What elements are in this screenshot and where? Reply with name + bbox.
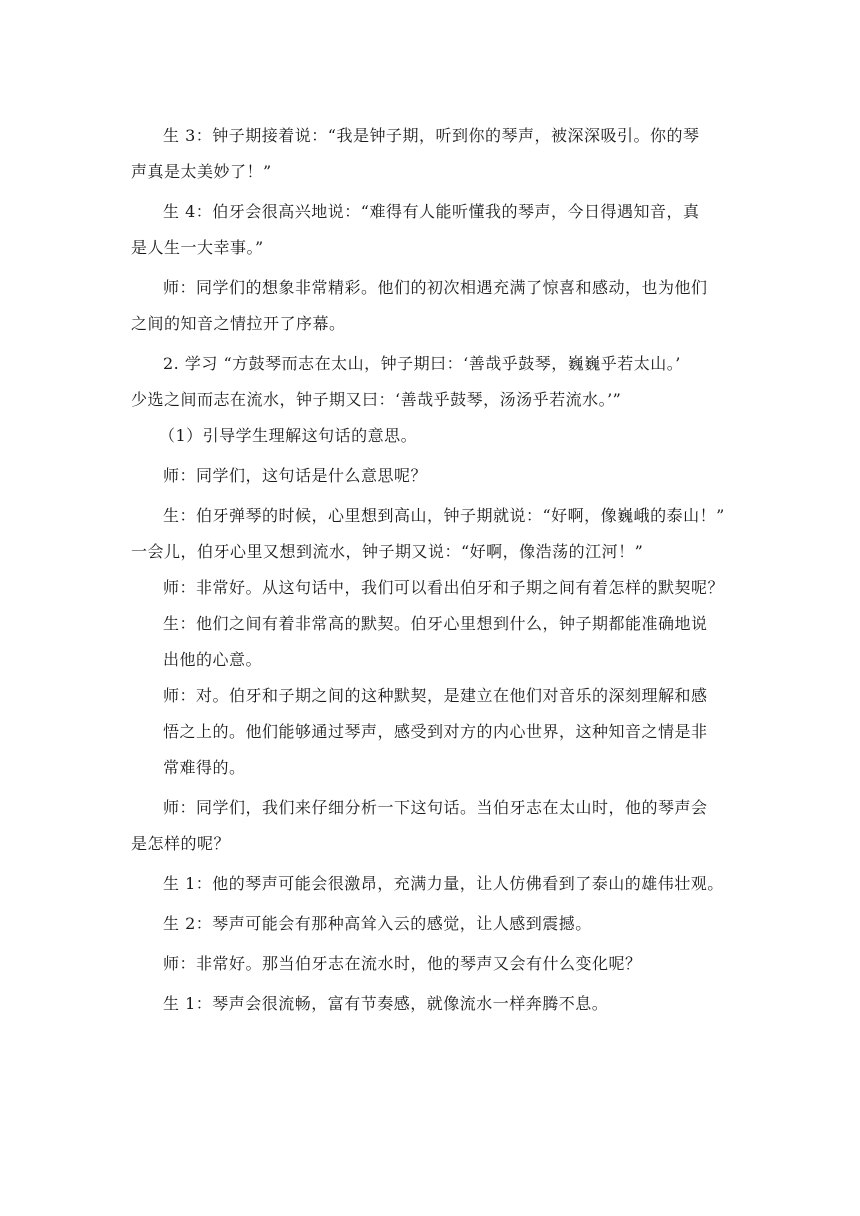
paragraph-section-2 — [131, 346, 731, 418]
paragraph-subsection-1 — [131, 418, 731, 454]
text-line: 之间的知音之情拉开了序幕。 — [131, 314, 346, 333]
paragraph-student3 — [131, 118, 731, 190]
text-line: 常难得的。 — [163, 758, 246, 777]
paragraph-student4 — [131, 194, 731, 266]
text-line: 出他的心意。 — [163, 650, 263, 669]
text-line: 是人生一大幸事。” — [131, 238, 264, 257]
text-line: 师：非常好。从这句话中，我们可以看出伯牙和子期之间有着怎样的默契呢？ — [163, 578, 725, 597]
text-line: 生 1：他的琴声可能会很激昂，充满力量，让人仿佛看到了泰山的雄伟壮观。 — [163, 874, 724, 893]
paragraph-teacher-comment — [131, 270, 731, 342]
text-line: 师：同学们的想象非常精彩。他们的初次相遇充满了惊喜和感动，也为他们 — [163, 278, 708, 297]
text-line: 少选之间而志在流水，钟子期又曰：‘善哉乎鼓琴，汤汤乎若流水。’” — [131, 390, 622, 409]
text-line: 师：同学们，我们来仔细分析一下这句话。当伯牙志在太山时，他的琴声会 — [163, 798, 708, 817]
text-line: （1）引导学生理解这句话的意思。 — [159, 426, 418, 445]
paragraph-teacher-explain — [131, 678, 731, 786]
text-line: 2. 学习 “方鼓琴而志在太山，钟子期曰：‘善哉乎鼓琴，巍巍乎若太山。’ — [163, 354, 681, 373]
text-line: 生 4：伯牙会很高兴地说：“难得有人能听懂我的琴声，今日得遇知音，真 — [163, 202, 700, 221]
text-line: 悟之上的。他们能够通过琴声，感受到对方的内心世界，这种知音之情是非 — [163, 722, 708, 741]
paragraph-teacher-followup — [131, 570, 731, 606]
text-line: 生：伯牙弹琴的时候，心里想到高山，钟子期就说：“好啊，像巍峨的泰山！” — [163, 506, 725, 525]
paragraph-student1-water — [131, 986, 731, 1022]
text-line: 一会儿，伯牙心里又想到流水，钟子期又说：“好啊，像浩荡的江河！” — [131, 542, 644, 561]
text-line: 师：非常好。那当伯牙志在流水时，他的琴声又会有什么变化呢？ — [163, 954, 642, 973]
text-line: 是怎样的呢？ — [131, 834, 231, 853]
paragraph-student1-mountain — [131, 866, 731, 902]
text-line: 师：同学们，这句话是什么意思呢？ — [163, 466, 428, 485]
text-line: 生 2：琴声可能会有那种高耸入云的感觉，让人感到震撼。 — [163, 914, 592, 933]
paragraph-teacher-analyze — [131, 790, 731, 862]
text-line: 声真是太美妙了！” — [131, 162, 272, 181]
text-line: 生 1：琴声会很流畅，富有节奏感，就像流水一样奔腾不息。 — [163, 994, 609, 1013]
paragraph-teacher-water — [131, 946, 731, 982]
paragraph-student-tacit — [131, 606, 731, 678]
paragraph-teacher-question — [131, 458, 731, 494]
paragraph-student2-mountain — [131, 906, 731, 942]
document-page — [131, 118, 731, 1022]
text-line: 师：对。伯牙和子期之间的这种默契，是建立在他们对音乐的深刻理解和感 — [163, 686, 708, 705]
paragraph-student-answer — [131, 498, 731, 570]
text-line: 生 3：钟子期接着说：“我是钟子期，听到你的琴声，被深深吸引。你的琴 — [163, 126, 700, 145]
text-line: 生：他们之间有着非常高的默契。伯牙心里想到什么，钟子期都能准确地说 — [163, 614, 708, 633]
